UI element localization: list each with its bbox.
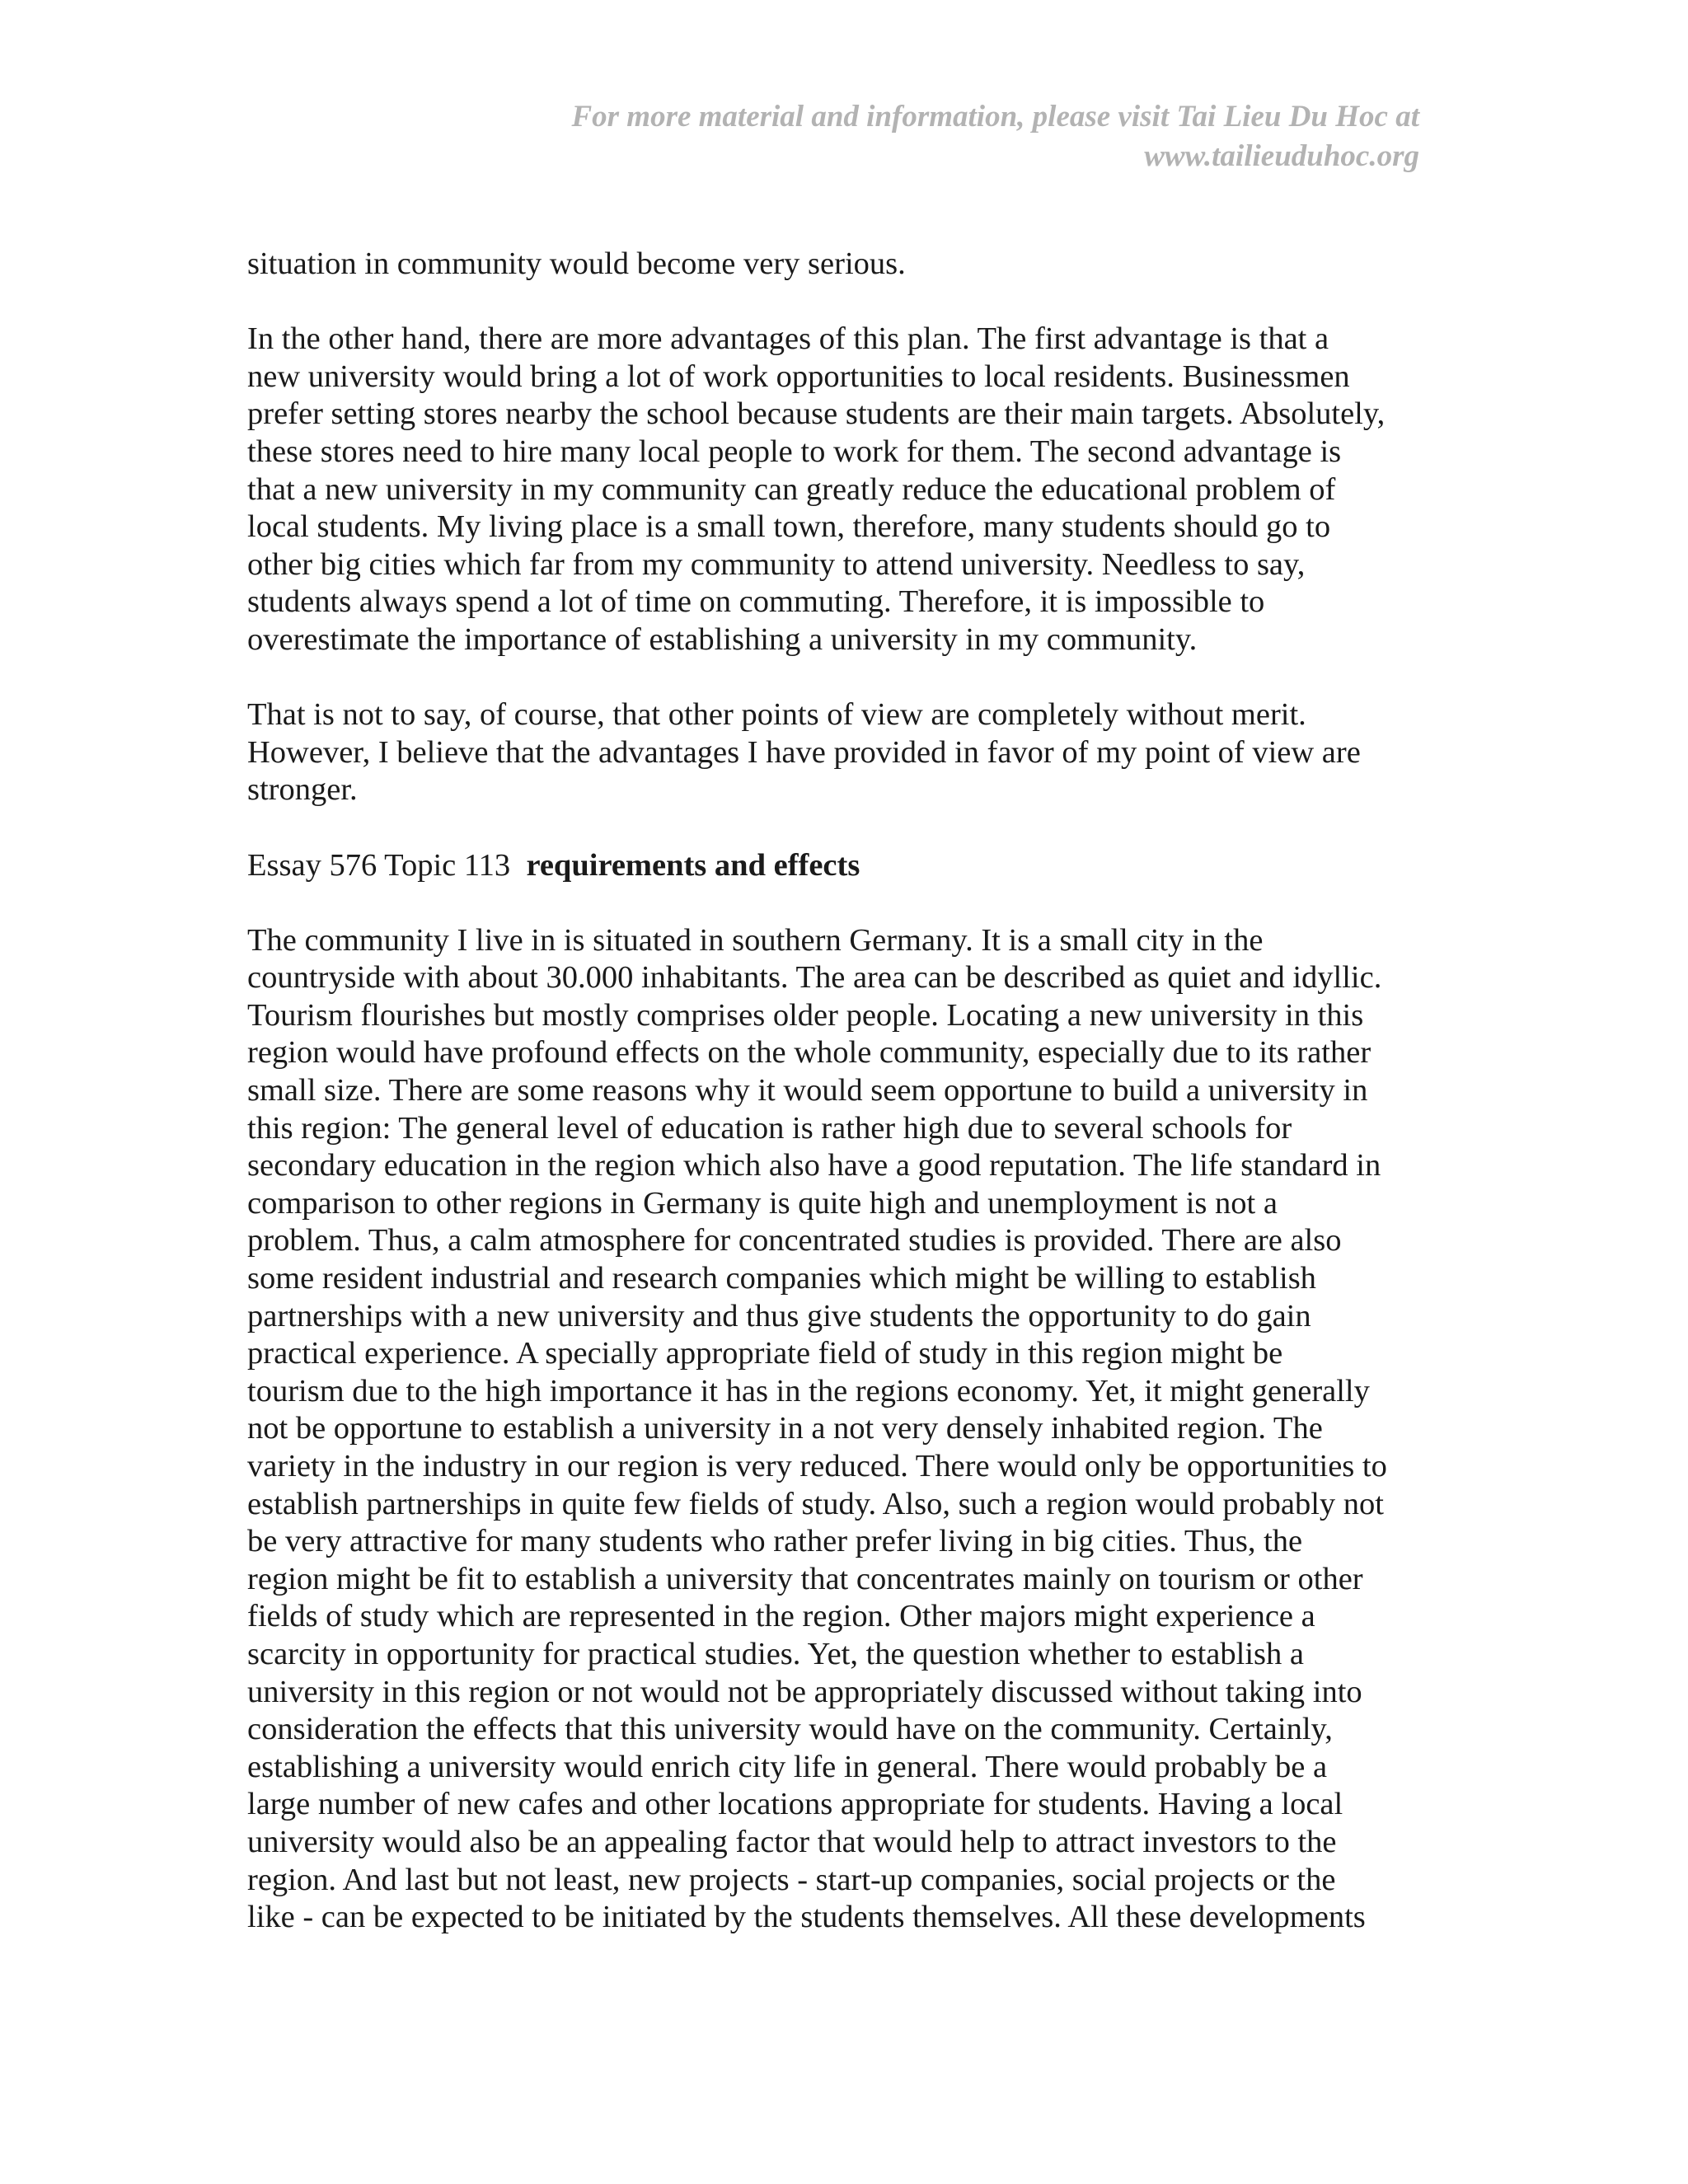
text-line: local students. My living place is a small town, therefore, many students should go to: [247, 509, 1331, 545]
text-line: new university would bring a lot of work opportunities to local residents. Businessmen: [247, 359, 1350, 394]
text-line: Tourism flourishes but mostly comprises older people. Locating a new university in this: [247, 997, 1364, 1033]
text-line: fields of study which are represented in the region. Other majors might experience a: [247, 1599, 1315, 1634]
essay-title: requirements and effects: [526, 847, 860, 883]
text-line: overestimate the importance of establishing a university in my community.: [247, 621, 1198, 657]
text-line: this region: The general level of education is rather high due to several schools for: [247, 1110, 1292, 1146]
text-line: like - can be expected to be initiated by the students themselves. All these developments: [247, 1900, 1366, 1935]
essay-label: Essay 576 Topic 113: [247, 847, 511, 883]
text-line: variety in the industry in our region is very reduced. There would only be opportunities to: [247, 1449, 1387, 1483]
text-line: However, I believe that the advantages I have provided in favor of my point of view are: [247, 734, 1361, 770]
essay-heading: [247, 847, 1434, 885]
text-line: that a new university in my community can greatly reduce the educational problem of: [247, 471, 1336, 507]
header-line-2: www.tailieuduhoc.org: [1144, 139, 1419, 173]
text-line: not be opportune to establish a university in a not very densely inhabited region. The: [247, 1411, 1323, 1446]
text-line: In the other hand, there are more advantages of this plan. The first advantage is that a: [247, 321, 1329, 357]
header-line-1: For more material and information, please visit Tai Lieu Du Hoc at: [571, 100, 1419, 134]
text-line: region would have profound effects on the whole community, especially due to its rather: [247, 1035, 1372, 1071]
text-line: partnerships with a new university and thus give students the opportunity to do gain: [247, 1298, 1311, 1333]
text-line: region. And last but not least, new projects - start-up companies, social projects or the: [247, 1862, 1336, 1897]
essay-body-paragraph: [247, 922, 1434, 1937]
text-line: secondary education in the region which also have a good reputation. The life standard in: [247, 1148, 1381, 1183]
text-line: large number of new cafes and other locations appropriate for students. Having a local: [247, 1787, 1343, 1822]
text-line: university would also be an appealing factor that would help to attract investors to the: [247, 1824, 1337, 1859]
text-line: situation in community would become very serious.: [247, 246, 906, 281]
text-line: comparison to other regions in Germany is quite high and unemployment is not a: [247, 1185, 1278, 1221]
text-line: establishing a university would enrich city life in general. There would probably be a: [247, 1749, 1328, 1784]
text-line: stronger.: [247, 772, 358, 808]
text-line: scarcity in opportunity for practical studies. Yet, the question whether to establish a: [247, 1636, 1304, 1671]
paragraph-1: [247, 246, 1434, 284]
text-line: establish partnerships in quite few fields of study. Also, such a region would probably not: [247, 1486, 1385, 1521]
text-line: That is not to say, of course, that other points of view are completely without merit.: [247, 697, 1306, 733]
text-line: university in this region or not would not be appropriately discussed without taking into: [247, 1674, 1362, 1709]
text-line: countryside with about 30.000 inhabitants. The area can be described as quiet and idyllic.: [247, 960, 1382, 996]
text-line: problem. Thus, a calm atmosphere for concentrated studies is provided. There are also: [247, 1223, 1342, 1258]
paragraph-2: [247, 321, 1434, 658]
text-line: some resident industrial and research companies which might be willing to establish: [247, 1261, 1316, 1296]
text-line: tourism due to the high importance it has in the regions economy. Yet, it might generally: [247, 1373, 1370, 1408]
text-line: small size. There are some reasons why it would seem opportune to build a university in: [247, 1073, 1368, 1108]
text-line: consideration the effects that this university would have on the community. Certainly,: [247, 1712, 1333, 1747]
paragraph-3: [247, 696, 1434, 809]
text-line: region might be fit to establish a university that concentrates mainly on tourism or other: [247, 1561, 1363, 1596]
text-line: be very attractive for many students who rather prefer living in big cities. Thus, the: [247, 1524, 1303, 1559]
text-line: The community I live in is situated in southern Germany. It is a small city in the: [247, 922, 1264, 958]
text-line: students always spend a lot of time on commuting. Therefore, it is impossible to: [247, 584, 1265, 620]
text-line: these stores need to hire many local people to work for them. The second advantage is: [247, 434, 1342, 469]
page-header-watermark: [183, 97, 1419, 176]
text-line: other big cities which far from my community to attend university. Needless to say,: [247, 546, 1306, 582]
text-line: practical experience. A specially appropriate field of study in this region might be: [247, 1336, 1283, 1371]
text-line: prefer setting stores nearby the school because students are their main targets. Absolutely,: [247, 396, 1386, 432]
document-body: [247, 246, 1434, 1974]
